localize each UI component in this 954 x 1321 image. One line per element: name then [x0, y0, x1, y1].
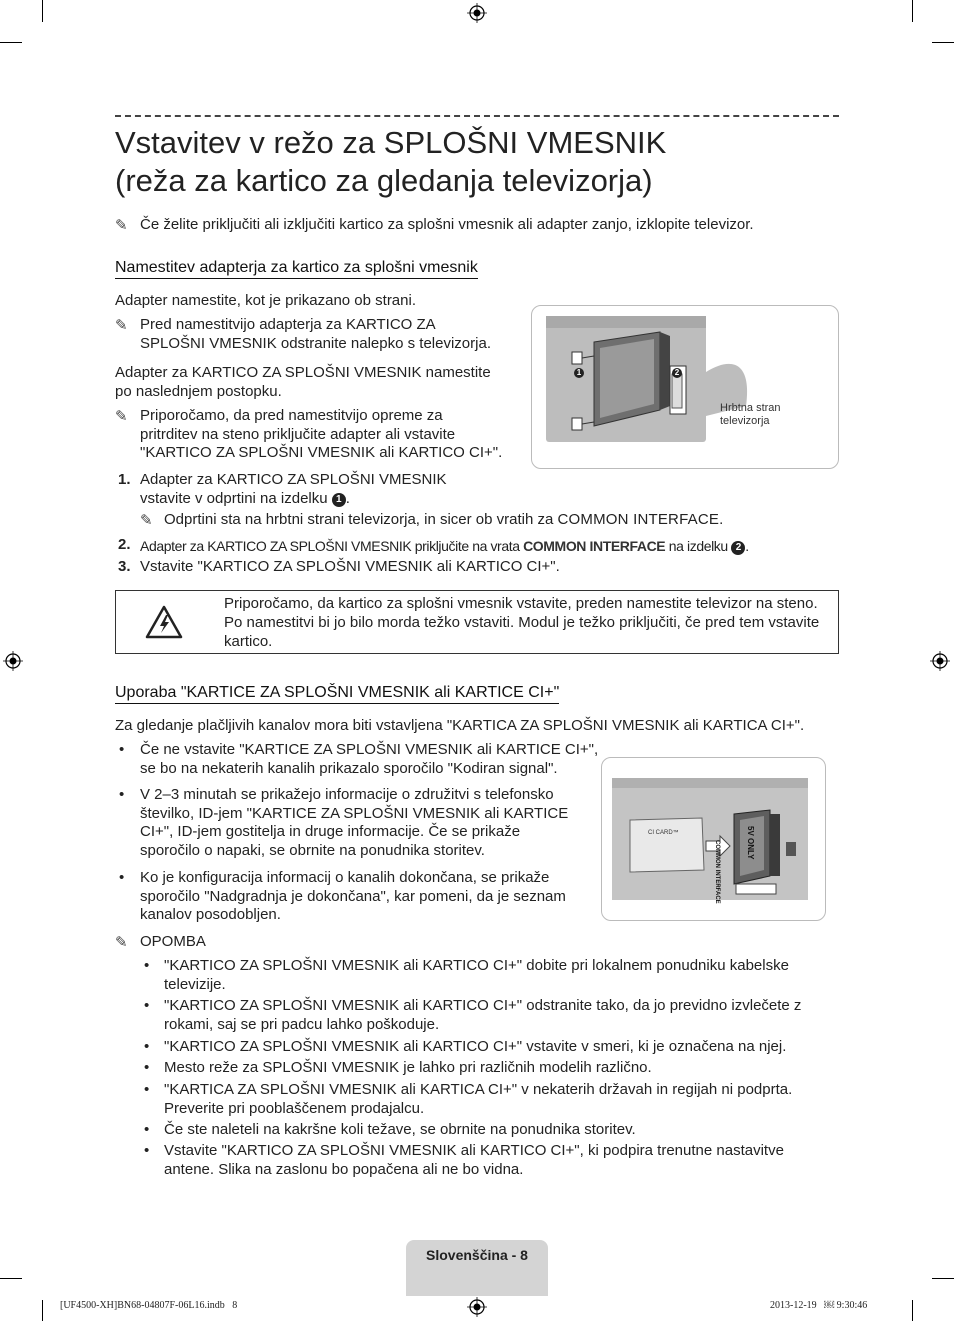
step-number: 2.	[118, 536, 131, 553]
note-item	[164, 1142, 784, 1179]
step-note: Odprtini sta na hrbtni strani televizorja, in sicer ob vratih za COMMON INTERFACE.	[164, 511, 724, 528]
note-line: "KARTICO ZA SPLOŠNI VMESNIK ali KARTICO CI+".	[140, 444, 503, 461]
note-icon: ✎	[115, 316, 128, 334]
registration-mark-icon	[930, 651, 950, 671]
warning-text	[224, 594, 819, 651]
step-line: Adapter za KARTICO ZA SPLOŠNI VMESNIK	[140, 471, 447, 488]
marker-1-icon: 1	[332, 493, 346, 507]
crop-mark	[42, 1300, 43, 1321]
bullet: •	[119, 741, 125, 758]
warning-triangle-icon	[145, 605, 183, 639]
note-item-line: Vstavite "KARTICO ZA SPLOŠNI VMESNIK ali KARTICO CI+", ki podpira trenutne nastavitve	[164, 1142, 784, 1159]
bullet-text	[140, 786, 568, 860]
file-info: [UF4500-XH]BN68-04807F-06L16.indb 8	[60, 1300, 238, 1311]
common-interface-label: COMMON INTERFACE	[557, 511, 720, 528]
note-icon: ✎	[115, 933, 128, 951]
step-note-text: Odprtini sta na hrbtni strani televizorja, in sicer ob vratih za	[164, 511, 554, 528]
note-item-line: Preverite pri pooblaščenem prodajalcu.	[164, 1099, 425, 1117]
page-title-line1: Vstavitev v režo za SPLOŠNI VMESNIK	[115, 125, 667, 160]
marker-1-icon: 1	[574, 368, 584, 378]
bullet-line: sporočilo "Nadgradnja je dokončana", kar pomeni, da je seznam	[140, 887, 566, 905]
bullet-text	[140, 741, 598, 778]
bullet-text	[140, 869, 566, 925]
bullet: •	[119, 869, 125, 886]
ci-card-figure	[601, 757, 826, 921]
note-item	[164, 997, 801, 1034]
step-number: 3.	[118, 558, 131, 575]
adapter-illustration	[532, 306, 838, 468]
section-heading-usage: Uporaba "KARTICE ZA SPLOŠNI VMESNIK ali KARTICE CI+"	[115, 684, 559, 704]
bullet: •	[144, 1121, 150, 1138]
paragraph-line: po naslednjem postopku.	[115, 382, 282, 400]
step-line: vstavite v odprtini na izdelku	[140, 489, 328, 507]
page-number-tab	[406, 1240, 548, 1296]
step-text: Vstavite "KARTICO ZA SPLOŠNI VMESNIK ali KARTICO CI+".	[140, 558, 560, 575]
crop-mark	[912, 1300, 913, 1321]
note-text	[140, 316, 491, 353]
crop-mark	[932, 1278, 954, 1279]
crop-mark	[912, 0, 913, 22]
bullet-line: Če ne vstavite "KARTICE ZA SPLOŠNI VMESNIK ali KARTICE CI+",	[140, 741, 599, 758]
registration-mark-icon	[467, 1297, 487, 1317]
title-divider	[115, 115, 839, 117]
bullet-line: kanalov posodobljen.	[140, 906, 281, 923]
bullet: •	[144, 1038, 150, 1055]
step-text: Adapter za KARTICO ZA SPLOŠNI VMESNIK vstavite v odprtini na izdelku 1 .	[140, 471, 447, 507]
note-line: Pred namestitvijo adapterja za KARTICO ZA	[140, 316, 436, 333]
module-label-common-interface: COMMON INTERFACE	[714, 840, 720, 904]
bullet: •	[119, 786, 125, 803]
step-line: na izdelku	[668, 538, 728, 554]
note-title: OPOMBA	[140, 933, 206, 950]
marker-2-icon: 2	[672, 368, 682, 378]
crop-mark	[0, 42, 22, 43]
print-date: 2013-12-19 ￼ 9:30:46	[770, 1300, 868, 1311]
figure-caption	[720, 402, 781, 428]
crop-mark	[42, 0, 43, 22]
page-title	[115, 124, 666, 200]
note-item-line: "KARTICO ZA SPLOŠNI VMESNIK ali KARTICO CI+" odstranite tako, da jo previdno izvlečete z	[164, 997, 802, 1014]
note-line: Priporočamo, da pred namestitvijo opreme za	[140, 407, 443, 424]
warning-box	[115, 590, 839, 654]
bullet-line: CI+", ID-jem gostitelja in druge informacije. Če se prikaže	[140, 823, 521, 840]
bullet-line: sporočilo o napaki, se obrnite na ponudnika storitev.	[140, 841, 485, 859]
note-item	[164, 957, 789, 994]
note-line: pritrditev na steno priključite adapter ali vstavite	[140, 425, 456, 443]
ci-card-label: CI CARD™	[648, 830, 679, 836]
note-item-line: "KARTICO ZA SPLOŠNI VMESNIK ali KARTICO CI+" dobite pri lokalnem ponudniku kabelske	[164, 957, 789, 974]
bullet-line: V 2–3 minutah se prikažejo informacije o združitvi s telefonsko	[140, 786, 554, 803]
intro-note: Če želite priključiti ali izključiti kartico za splošni vmesnik ali adapter zanjo, izklopite televizor.	[140, 216, 754, 233]
caption-line: Hrbtna stran	[720, 402, 781, 414]
note-item-line: "KARTICA ZA SPLOŠNI VMESNIK ali KARTICA CI+" v nekaterih državah in regijah ni podprta.	[164, 1081, 793, 1098]
paragraph-line: Adapter za KARTICO ZA SPLOŠNI VMESNIK namestite	[115, 364, 491, 381]
note-item: Mesto reže za SPLOŠNI VMESNIK je lahko pri različnih modelih različno.	[164, 1059, 652, 1076]
note-item-line: antene. Slika na zaslonu bo popačena ali ne bo vidna.	[164, 1160, 524, 1178]
marker-2-icon: 2	[731, 541, 745, 555]
section-heading-adapter: Namestitev adapterja za kartico za splošni vmesnik	[115, 259, 478, 279]
warning-line: kartico.	[224, 633, 273, 650]
note-icon: ✎	[140, 511, 153, 529]
module-label-5v-only: 5V ONLY	[746, 826, 755, 860]
crop-mark	[932, 42, 954, 43]
adapter-figure	[531, 305, 839, 469]
step-line: Adapter za KARTICO ZA SPLOŠNI VMESNIK priključite na vrata	[140, 538, 520, 554]
note-icon: ✎	[115, 216, 128, 234]
bullet-line: se bo na nekaterih kanalih prikazalo sporočilo "Kodiran signal".	[140, 759, 558, 777]
paragraph: Za gledanje plačljivih kanalov mora biti vstavljena "KARTICA ZA SPLOŠNI VMESNIK ali KARTICA CI+".	[115, 717, 805, 734]
step-number: 1.	[118, 471, 131, 488]
bullet-line: Ko je konfiguracija informacij o kanalih dokončana, se prikaže	[140, 869, 550, 886]
warning-line: Po namestitvi bi jo bilo morda težko vstaviti. Modul je težko priključiti, če pred tem vstavite	[224, 614, 820, 631]
note-text	[140, 407, 502, 463]
registration-mark-icon	[3, 651, 23, 671]
note-item-line: televizije.	[164, 975, 226, 993]
paragraph: Adapter namestite, kot je prikazano ob strani.	[115, 292, 416, 309]
note-item	[164, 1081, 792, 1118]
bullet-line: številko, ID-jem "KARTICE ZA SPLOŠNI VMESNIK ali KARTICE	[140, 804, 569, 822]
note-icon: ✎	[115, 407, 128, 425]
caption-line: televizorja	[720, 415, 770, 427]
bullet: •	[144, 957, 150, 974]
page-number-label: Slovenščina - 8	[426, 1247, 528, 1263]
note-item: Če ste naleteli na kakršne koli težave, se obrnite na ponudnika storitev.	[164, 1121, 636, 1138]
crop-mark	[0, 1278, 22, 1279]
common-interface-label: COMMON INTERFACE	[523, 538, 666, 554]
bullet: •	[144, 1142, 150, 1159]
note-item-line: rokami, saj se pri padcu lahko poškoduje.	[164, 1015, 440, 1033]
warning-line: Priporočamo, da kartico za splošni vmesnik vstavite, preden namestite televizor na steno.	[224, 595, 818, 612]
bullet: •	[144, 997, 150, 1014]
bullet: •	[144, 1081, 150, 1098]
step-text: Adapter za KARTICO ZA SPLOŠNI VMESNIK priključite na vrata COMMON INTERFACE na izdelku 2 .	[140, 538, 749, 554]
registration-mark-icon	[467, 3, 487, 23]
paragraph	[115, 364, 491, 401]
page-title-line2: (reža za kartico za gledanja televizorja)	[115, 163, 653, 198]
note-line: SPLOŠNI VMESNIK odstranite nalepko s televizorja.	[140, 334, 491, 352]
note-item: "KARTICO ZA SPLOŠNI VMESNIK ali KARTICO CI+" vstavite v smeri, ki je označena na njej.	[164, 1038, 787, 1055]
bullet: •	[144, 1059, 150, 1076]
